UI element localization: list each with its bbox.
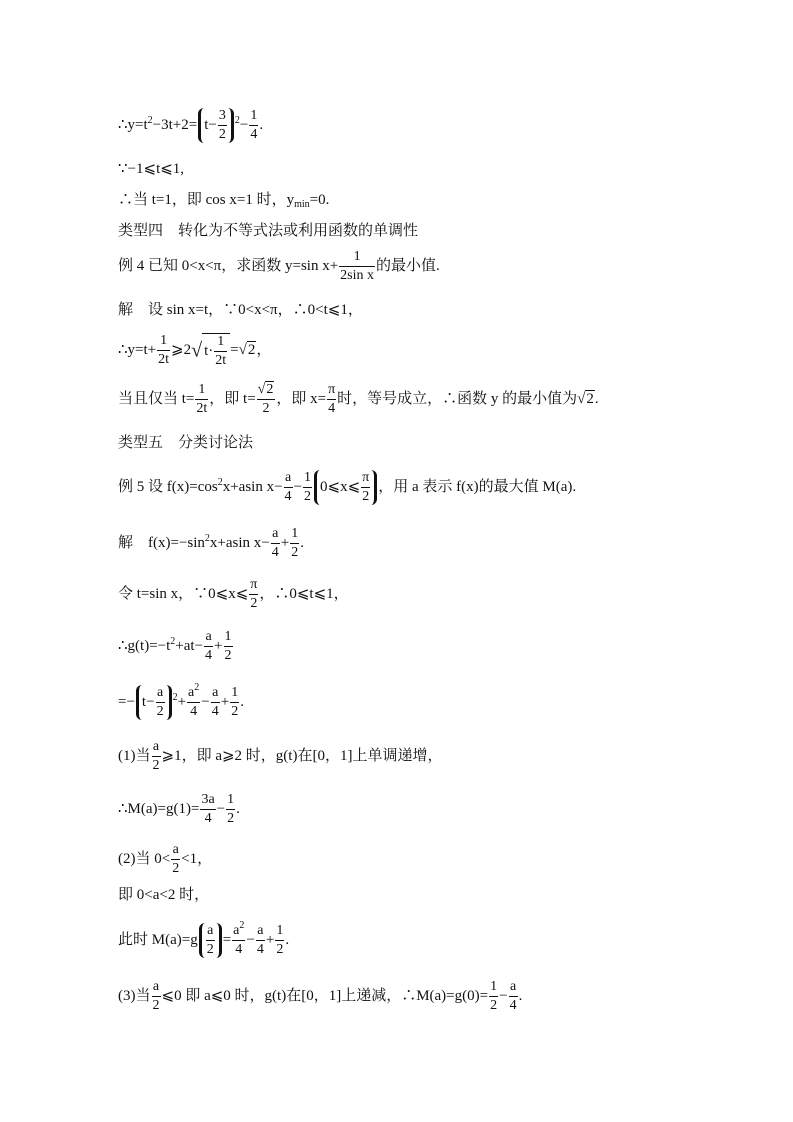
solution-5-substitution: 令 t=sin x，∵0⩽x⩽ $\frac{\pi}{2}$ ，∴0⩽t⩽1， <box>118 577 349 611</box>
fraction: $\frac{√2}{2}$ <box>257 382 274 416</box>
fraction: $\frac{3}{2}$ <box>218 108 226 142</box>
case-2-result: 此时 M(a)=g $\frac{a}{2}$ = $\frac{a^2}{4}$ − $\frac{a}{4}$ + $\frac{1}{2}$ . <box>118 920 290 957</box>
fraction: $\frac{1}{2}$ <box>490 979 498 1013</box>
formula-line-y-expression: $\therefore y=t^2-3t+2= t-$ $\frac{3}{2}$ $^2$− $\frac{1}{4}$ . <box>118 108 264 142</box>
fraction: $\frac{a^2}{4}$ <box>233 920 245 957</box>
fraction: $\frac{a^2}{4}$ <box>188 682 200 719</box>
text-line-ymin: ∴当 t=1，即 cos x=1 时，$y_{min}=0$. <box>118 192 330 210</box>
example-4-statement: 例 4 已知 0<x<π，求函数 y=sin x+ $\frac{1}{\text{2sin x}}$ 的最小值. <box>118 249 440 283</box>
fraction: $\frac{a}{2}$ <box>152 739 160 773</box>
fraction: $\frac{1}{2t}$ <box>196 382 208 416</box>
solution-4-inequality: ∴y=t+ $\frac{1}{2t}$ ⩾2√ t· $\frac{1}{2t}$ =√2， <box>118 333 272 368</box>
square-root: √ t· $\frac{1}{2t}$ <box>191 333 230 368</box>
solution-4-conclusion: 当且仅当 t= $\frac{1}{2t}$ ，即 t= $\frac{√2}{2}$ ，即 x= $\frac{\pi}{4}$ 时，等号成立，∴函数 y 的最小值为√2. <box>118 382 599 416</box>
case-1-result: ∴M(a)=g(1)= $\frac{3a}{4}$ − $\frac{1}{2}$ . <box>118 792 240 826</box>
fraction: $\frac{\pi}{2}$ <box>250 577 258 611</box>
fraction: $\frac{a}{4}$ <box>205 629 213 663</box>
fraction: $\frac{a}{4}$ <box>211 685 219 719</box>
solution-5-completed-square: =− t− $\frac{a}{2}$ $^2$+ $\frac{a^2}{4}$ − $\frac{a}{4}$ + $\frac{1}{2}$ . <box>118 682 244 719</box>
fraction: $\frac{1}{2}$ <box>304 470 312 504</box>
section-heading-type-five: 类型五 分类讨论法 <box>118 435 254 451</box>
fraction: $\frac{1}{4}$ <box>250 108 258 142</box>
case-3-result: (3)当 $\frac{a}{2}$ ⩽0 即 a⩽0 时，g(t)在[0，1]上递减，∴M(a)=g(0)= $\frac{1}{2}$ − $\frac{a}{4}$ . <box>118 979 523 1013</box>
fraction: $\frac{1}{2}$ <box>291 526 299 560</box>
fraction: $\frac{a}{4}$ <box>271 526 279 560</box>
solution-5-g-definition: $\therefore g(t)=-t^2+at-$ $\frac{a}{4}$ + $\frac{1}{2}$ <box>118 629 232 663</box>
solution-4-setup: 解 设 sin x=t，∵0<x<π，∴0<t⩽1， <box>118 302 363 318</box>
fraction: $\frac{a}{2}$ <box>206 923 214 957</box>
bracket-expression <box>199 923 222 958</box>
fraction: $\frac{1}{2}$ <box>227 792 235 826</box>
fraction: $\frac{\pi}{4}$ <box>328 382 336 416</box>
fraction: $\frac{1}{2t}$ <box>215 334 227 368</box>
fraction: $\frac{1}{2t}$ <box>158 333 170 367</box>
example-5-statement: 例 5 设 $f(x)=\cos^2x+asin$ x− $\frac{a}{4}$ − $\frac{1}{2}$ 0⩽x⩽ $\frac{\pi}{2}$ ，用 a 表示 f(x)的最大值 M(a). <box>118 470 577 504</box>
solution-5-function: 解 $f(x)=-\sin^2x+asin$ x− $\frac{a}{4}$ + $\frac{1}{2}$ . <box>118 526 304 560</box>
fraction: $\frac{a}{4}$ <box>284 470 292 504</box>
fraction: $\frac{1}{\text{2sin x}}$ <box>340 249 375 283</box>
fraction: $\frac{a}{2}$ <box>156 685 164 719</box>
fraction: $\frac{a}{4}$ <box>256 923 264 957</box>
fraction: $\frac{a}{2}$ <box>152 979 160 1013</box>
fraction: $\frac{3a}{4}$ <box>201 792 215 826</box>
fraction: $\frac{a}{2}$ <box>172 842 180 876</box>
fraction: $\frac{a}{4}$ <box>509 979 517 1013</box>
bracket-expression: t− $\frac{3}{2}$ <box>198 108 234 143</box>
text-line-t-range: ∵−1⩽t⩽1, <box>118 161 185 177</box>
section-heading-type-four: 类型四 转化为不等式法或利用函数的单调性 <box>118 223 419 239</box>
fraction: $\frac{1}{2}$ <box>231 685 239 719</box>
fraction: $\frac{\pi}{2}$ <box>362 470 370 504</box>
case-1-condition: (1)当 $\frac{a}{2}$ ⩾1，即 a⩾2 时，g(t)在[0，1]上单调递增， <box>118 739 443 773</box>
fraction: $\frac{1}{2}$ <box>224 629 232 663</box>
case-2-condition: (2)当 0< $\frac{a}{2}$ <1， <box>118 842 213 876</box>
bracket-expression: t− $\frac{a}{2}$ <box>136 685 172 720</box>
bracket-expression: 0⩽x⩽ $\frac{\pi}{2}$ <box>314 470 377 505</box>
case-2-range: 即 0<a<2 时， <box>118 887 210 903</box>
fraction: $\frac{1}{2}$ <box>276 923 284 957</box>
